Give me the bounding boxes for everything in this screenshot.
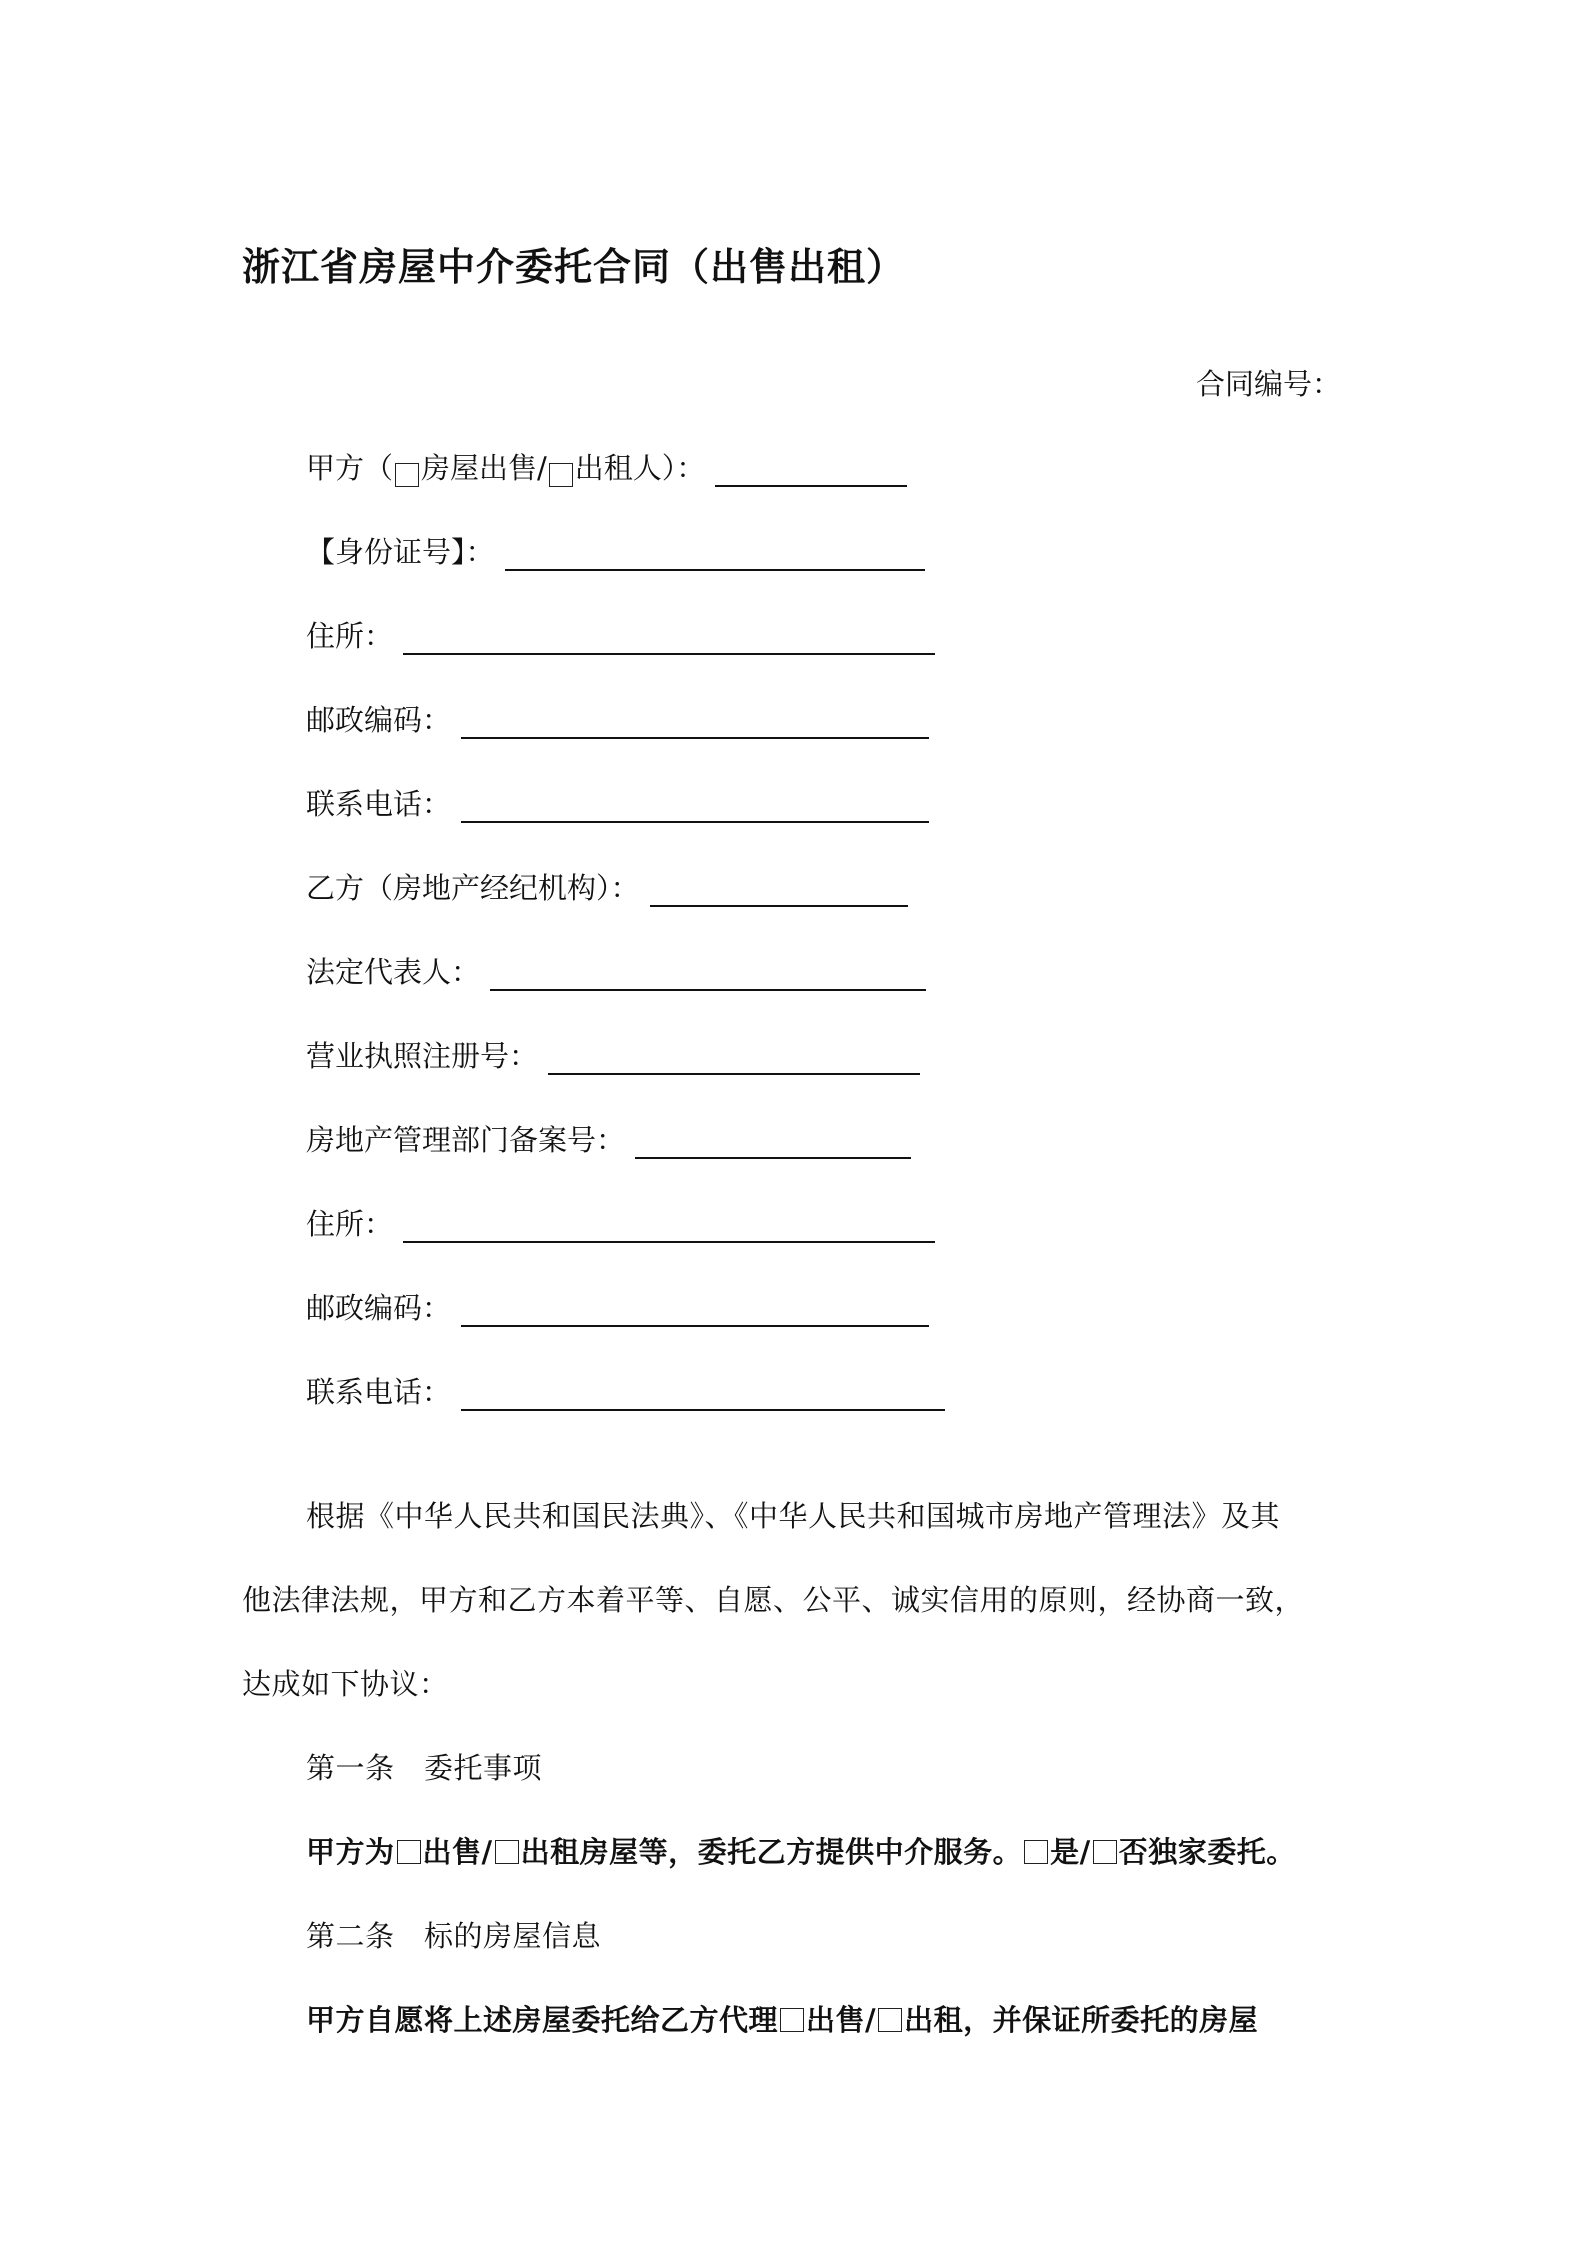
party-b-address-line[interactable] — [403, 1207, 935, 1243]
rent-checkbox[interactable] — [495, 1840, 519, 1864]
seller-checkbox[interactable] — [395, 463, 419, 487]
contract-number-label: 合同编号： — [1195, 367, 1341, 401]
party-a-postcode-field — [306, 698, 929, 739]
legal-rep-label: 法定代表人： — [306, 955, 481, 989]
record-line[interactable] — [635, 1123, 911, 1159]
party-b-postcode-line[interactable] — [461, 1291, 929, 1327]
art1-opt-rent: 出租房屋等，委托乙方提供中介服务。 — [520, 1835, 1023, 1869]
page-title: 浙江省房屋中介委托合同（出售出租） — [242, 245, 906, 289]
party-b-label: 乙方（房地产经纪机构）： — [306, 871, 640, 905]
lessor-checkbox[interactable] — [549, 463, 573, 487]
intro-line-1: 根据《中华人民共和国民法典》、《中华人民共和国城市房地产管理法》及其 — [306, 1499, 1281, 1533]
art2-opt-rent: 出租，并保证所委托的房屋 — [904, 2003, 1259, 2037]
party-a-phone-line[interactable] — [461, 787, 929, 823]
party-a-label-pre: 甲方（ — [306, 451, 394, 485]
party-a-name-line[interactable] — [715, 451, 907, 487]
id-number-line[interactable] — [505, 535, 925, 571]
art1-opt-no: 否独家委托。 — [1118, 1835, 1296, 1869]
party-a-address-field — [306, 614, 935, 655]
party-b-phone-line[interactable] — [461, 1375, 945, 1411]
party-a-address-label: 住所： — [306, 619, 394, 653]
party-a-opt-lessor: 出租人）： — [574, 451, 706, 485]
party-a-phone-label: 联系电话： — [306, 787, 452, 821]
art2-pre: 甲方自愿将上述房屋委托给乙方代理 — [306, 2003, 779, 2037]
art1-opt-yes: 是/ — [1050, 1835, 1091, 1869]
legal-rep-field — [306, 950, 926, 991]
party-a-opt-seller: 房屋出售/ — [421, 451, 547, 485]
art1-pre: 甲方为 — [306, 1835, 395, 1869]
article-2-text — [306, 1998, 1258, 2039]
party-a-postcode-label: 邮政编码： — [306, 703, 452, 737]
record-label: 房地产管理部门备案号： — [306, 1123, 626, 1157]
license-field — [306, 1034, 920, 1075]
id-number-field — [306, 530, 925, 571]
intro-line-3: 达成如下协议： — [242, 1667, 449, 1701]
record-field — [306, 1118, 911, 1159]
exclusive-no-checkbox[interactable] — [1093, 1840, 1117, 1864]
legal-rep-line[interactable] — [490, 955, 926, 991]
party-a-postcode-line[interactable] — [461, 703, 929, 739]
agent-sell-checkbox[interactable] — [780, 2008, 804, 2032]
party-a-phone-field — [306, 782, 929, 823]
exclusive-yes-checkbox[interactable] — [1024, 1840, 1048, 1864]
party-b-phone-field — [306, 1370, 945, 1411]
id-number-label: 【身份证号】： — [306, 535, 495, 569]
article-1-heading: 第一条 委托事项 — [306, 1751, 543, 1785]
party-b-address-field — [306, 1202, 935, 1243]
agent-rent-checkbox[interactable] — [878, 2008, 902, 2032]
license-label: 营业执照注册号： — [306, 1039, 539, 1073]
article-1-text — [306, 1830, 1296, 1871]
party-b-phone-label: 联系电话： — [306, 1375, 452, 1409]
party-b-field — [306, 866, 908, 907]
party-b-postcode-label: 邮政编码： — [306, 1291, 452, 1325]
article-2-heading: 第二条 标的房屋信息 — [306, 1919, 602, 1953]
party-b-name-line[interactable] — [650, 871, 908, 907]
intro-line-2: 他法律法规，甲方和乙方本着平等、自愿、公平、诚实信用的原则，经协商一致， — [242, 1583, 1305, 1617]
license-line[interactable] — [548, 1039, 920, 1075]
art1-opt-sell: 出售/ — [422, 1835, 493, 1869]
party-b-address-label: 住所： — [306, 1207, 394, 1241]
party-b-postcode-field — [306, 1286, 929, 1327]
party-a-address-line[interactable] — [403, 619, 935, 655]
art2-opt-sell: 出售/ — [806, 2003, 877, 2037]
party-a-field — [306, 446, 907, 487]
sell-checkbox[interactable] — [397, 1840, 421, 1864]
